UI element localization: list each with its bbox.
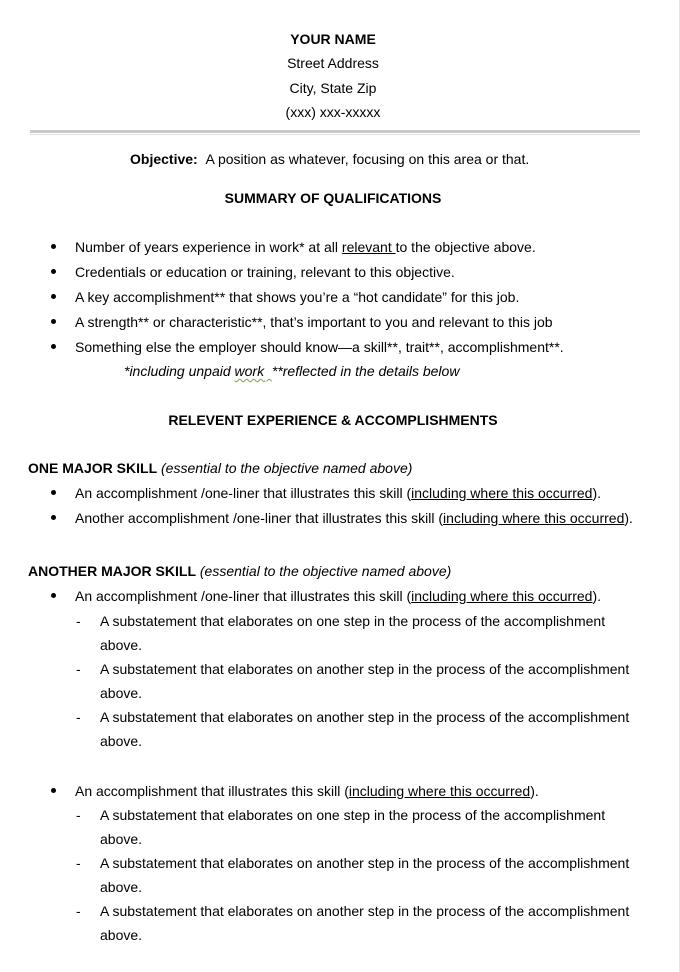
bullet-icon	[51, 515, 56, 520]
item-text: An accomplishment /one-liner that illustrates this skill (	[75, 588, 412, 604]
summary-item-3: A key accomplishment** that shows you’re a “hot candidate” for this job.	[75, 289, 520, 305]
substatement-tail: above.	[100, 831, 143, 847]
skill1-title: ONE MAJOR SKILL	[28, 460, 158, 476]
summary-footnote	[124, 362, 459, 380]
substatement: A substatement that elaborates on another step in the process of the accomplishment	[100, 661, 630, 677]
objective-text: A position as whatever, focusing on this area or that.	[205, 151, 530, 167]
street-address: Street Address	[287, 55, 379, 71]
skill2-title: ANOTHER MAJOR SKILL	[28, 563, 196, 579]
header-divider	[30, 130, 640, 133]
item-text: An accomplishment that illustrates this skill (	[75, 783, 349, 799]
dash-marker: -	[76, 613, 81, 629]
summary-item-1	[75, 238, 536, 256]
footnote-gap	[264, 363, 272, 379]
dash-marker: -	[76, 855, 81, 871]
footnote-prefix: *including unpaid	[124, 363, 235, 379]
item-text: An accomplishment /one-liner that illustrates this skill (	[75, 485, 412, 501]
bullet-icon	[51, 319, 56, 324]
objective-label: Objective:	[130, 151, 198, 167]
skill2-heading	[28, 562, 451, 580]
skill2-note: (essential to the objective named above)	[199, 563, 452, 579]
dash-marker: -	[76, 709, 81, 725]
phone-number: (xxx) xxx-xxxxx	[285, 104, 381, 120]
bullet-icon	[51, 294, 56, 299]
skill1-note: (essential to the objective named above)	[161, 460, 413, 476]
substatement: A substatement that elaborates on one step in the process of the accomplishment	[100, 613, 606, 629]
objective-line	[130, 150, 529, 168]
substatement-tail: above.	[100, 733, 143, 749]
summary-item-4: A strength** or characteristic**, that’s important to you and relevant to this job	[75, 314, 553, 330]
item-text-end: ).	[592, 485, 602, 501]
substatement-tail: above.	[100, 879, 143, 895]
dash-marker: -	[76, 807, 81, 823]
skill2-accomplishment-1	[75, 587, 601, 605]
bullet-icon	[51, 490, 56, 495]
bullet-icon	[51, 344, 56, 349]
footnote-suffix: **reflected in the details below	[271, 363, 460, 379]
item-underlined: including where this occurred	[411, 485, 593, 501]
name-heading: YOUR NAME	[290, 31, 376, 47]
skill1-item-1	[75, 484, 601, 502]
substatement: A substatement that elaborates on one step in the process of the accomplishment	[100, 807, 606, 823]
city-state-zip: City, State Zip	[289, 80, 377, 96]
dash-marker: -	[76, 903, 81, 919]
item-text-end: ).	[624, 510, 633, 526]
header-divider-shadow	[30, 134, 640, 135]
substatement-tail: above.	[100, 685, 143, 701]
experience-heading: RELEVENT EXPERIENCE & ACCOMPLISHMENTS	[168, 412, 498, 428]
summary-item-underlined: relevant	[341, 239, 396, 255]
bullet-icon	[51, 593, 56, 598]
item-underlined: including where this occurred	[411, 588, 593, 604]
summary-item-text: Number of years experience in work* at all	[75, 239, 342, 255]
dash-marker: -	[76, 661, 81, 677]
substatement: A substatement that elaborates on another step in the process of the accomplishment	[100, 709, 630, 725]
item-text-end: ).	[592, 588, 602, 604]
summary-item-text-end: to the objective above.	[395, 239, 536, 255]
substatement: A substatement that elaborates on another step in the process of the accomplishment	[100, 903, 630, 919]
substatement-tail: above.	[100, 637, 143, 653]
substatement-tail: above.	[100, 927, 143, 943]
summary-item-5: Something else the employer should know—a skill**, trait**, accomplishment**.	[75, 339, 564, 355]
bullet-icon	[51, 788, 56, 793]
skill1-heading	[28, 459, 412, 477]
footnote-work: work	[234, 363, 265, 379]
summary-item-2: Credentials or education or training, relevant to this objective.	[75, 264, 455, 280]
item-underlined: including where this occurred	[348, 783, 531, 799]
substatement: A substatement that elaborates on another step in the process of the accomplishment	[100, 855, 630, 871]
item-text-end: ).	[530, 783, 539, 799]
bullet-icon	[51, 244, 56, 249]
bullet-icon	[51, 269, 56, 274]
skill1-item-2	[75, 509, 633, 527]
item-underlined: including where this occurred	[443, 510, 625, 526]
summary-heading: SUMMARY OF QUALIFICATIONS	[224, 190, 442, 206]
item-text: Another accomplishment /one-liner that illustrates this skill (	[75, 510, 444, 526]
skill2-accomplishment-2	[75, 782, 539, 800]
